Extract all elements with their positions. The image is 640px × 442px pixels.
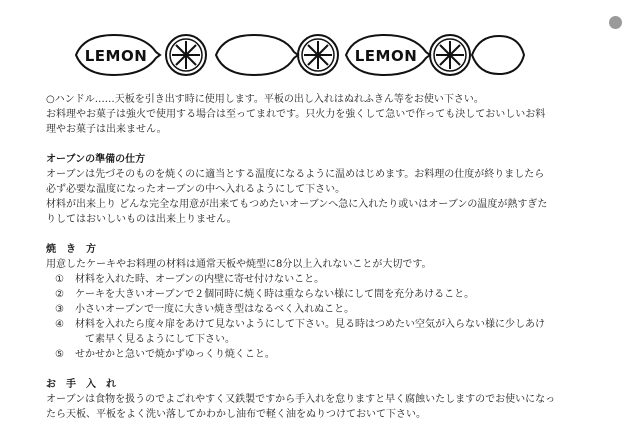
- text-line: たら天板、平板をよく洗い落してかわかし油布で軽く油をぬりつけておいて下さい。: [46, 409, 426, 420]
- lemon-label-text: LEMON: [354, 47, 418, 65]
- section-heading: 焼 き 方: [46, 244, 96, 255]
- item-number: ④: [55, 319, 64, 330]
- list-item: [46, 287, 606, 302]
- list-item: [46, 272, 606, 287]
- page-marker-dot: [609, 16, 622, 29]
- list-item: [46, 302, 606, 317]
- intro-section: [46, 92, 606, 137]
- lemon-banner: [74, 30, 526, 80]
- list-item: [46, 347, 606, 362]
- baking-section: [46, 242, 606, 362]
- lemon-slice-icon: [166, 35, 206, 75]
- lemon-slice-icon: [430, 35, 470, 75]
- text-line: ○ハンドル……天板を引き出す時に使用します。平板の出し入れはぬれふきん等をお使い下さい。: [46, 94, 484, 105]
- text-line: 必ず必要な温度になったオーブンの中へ入れるようにして下さい。: [46, 184, 346, 195]
- item-number: ③: [55, 304, 64, 315]
- lemon-label-icon: [76, 35, 160, 75]
- lemon-label-text: LEMON: [84, 47, 148, 65]
- item-number: ②: [55, 289, 64, 300]
- section-heading: オーブンの準備の仕方: [46, 154, 146, 165]
- text-line: オーブンは先づそのものを焼くのに適当とする温度になるように温めはじめます。お料理の仕度が終りましたら: [46, 169, 545, 180]
- text-line: オーブンは食物を扱うのでよごれやすく又鉄製ですから手入れを怠りますと早く腐蝕いたしますのでお使いになっ: [46, 394, 556, 405]
- list-item: [46, 317, 606, 332]
- document-body: [46, 92, 606, 422]
- item-number: ①: [55, 274, 64, 285]
- item-number: ⑤: [55, 349, 64, 360]
- text-line: 用意したケーキやお料理の材料は通常天板や焼型に8分以上入れないことが大切です。: [46, 259, 432, 270]
- lemon-slice-icon: [298, 35, 338, 75]
- preparation-section: [46, 152, 606, 227]
- item-text: 材料を入れたら度々扉をあけて見ないようにして下さい。見る時はつめたい空気が入らない様に少しあけ: [75, 319, 545, 330]
- lemon-outline-icon: [216, 35, 298, 75]
- lemon-label-icon: [346, 35, 430, 75]
- text-line: 理やお菓子は出来ません。: [46, 124, 167, 135]
- section-heading: お 手 入 れ: [46, 379, 116, 390]
- care-section: [46, 377, 606, 422]
- item-text-continued: て素早く見るようにして下さい。: [85, 334, 235, 345]
- item-text: 材料を入れた時、オーブンの内壁に寄せ付けないこと。: [75, 274, 325, 285]
- item-text: ケーキを大きいオーブンで２個同時に焼く時は重ならない様にして間を充分あけること。: [75, 289, 475, 300]
- item-text: 小さいオーブンで一度に大きい焼き型はなるべく入れぬこと。: [75, 304, 355, 315]
- text-line: 材料が出来上り どんな完全な用意が出来てもつめたいオーブンへ急に入れたり或いはオーブンの温度が熱すぎた: [46, 199, 548, 210]
- lemon-outline-icon: [472, 36, 524, 74]
- text-line: お料理やお菓子は強火で使用する場合は至ってまれです。只火力を強くして急いで作っても決しておいしいお料: [46, 109, 546, 120]
- item-text: せかせかと急いで焼かずゆっくり焼くこと。: [75, 349, 275, 360]
- text-line: りしてはおいしいものは出来上りません。: [46, 214, 237, 225]
